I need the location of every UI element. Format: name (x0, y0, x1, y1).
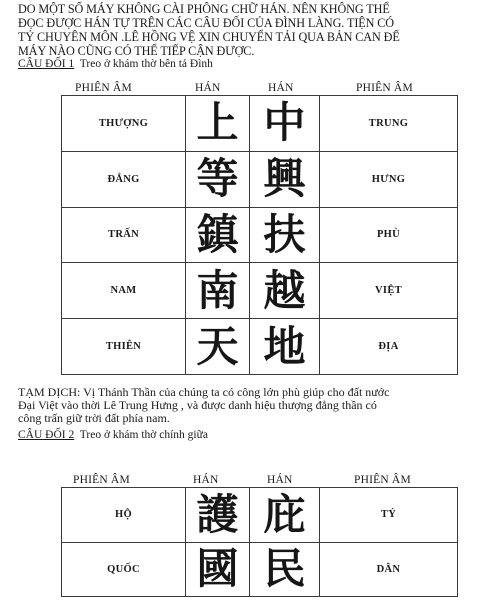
han-char-left: 上 (186, 96, 250, 152)
translation-line: công trấn giữ trời đất phía nam. (18, 411, 170, 425)
col-phien-am-left: PHIÊN ÂM (75, 82, 132, 94)
col-han-right: HÁN (267, 474, 293, 486)
left-reading: ĐẲNG (62, 151, 186, 207)
table-row (62, 151, 458, 207)
intro-line: DO MỘT SỐ MÁY KHÔNG CÀI PHÔNG CHỮ HÁN. NÊN KHÔNG THỂ (18, 2, 390, 16)
han-char-right: 地 (250, 319, 320, 375)
table-row (62, 207, 458, 263)
intro-line: ĐỌC ĐƯỢC HÁN TỰ TRÊN CÁC CÂU ĐỐI CỦA ĐÌNH LÀNG. TIỆN CÓ (18, 16, 394, 30)
right-reading: VIỆT (320, 263, 458, 319)
left-reading: HỘ (62, 488, 186, 543)
couplet1-location: Treo ở khám thờ bên tả Đình (79, 58, 213, 70)
table-row (62, 263, 458, 319)
han-char-right: 越 (250, 263, 320, 319)
table-row (62, 542, 458, 597)
han-char-right: 中 (250, 96, 320, 152)
left-reading: THIÊN (62, 319, 186, 375)
han-char-right: 扶 (250, 207, 320, 263)
couplet1-table (61, 95, 458, 375)
han-char-left: 護 (186, 488, 250, 543)
couplet2-table (61, 487, 458, 597)
translation-line: TẠM DỊCH: Vị Thánh Thần của chúng ta có công lớn phù giúp cho đất nước (18, 385, 390, 399)
right-reading: HƯNG (320, 151, 458, 207)
translation-line: Đại Việt vào thời Lê Trung Hưng , và được danh hiệu thượng đẳng thần có (18, 398, 377, 412)
intro-line: MÁY NÀO CŨNG CÓ THỂ TIẾP CẬN ĐƯỢC. (18, 44, 255, 58)
right-reading: ĐỊA (320, 319, 458, 375)
couplet2-heading: CÂU ĐỐI 2 (18, 429, 75, 441)
right-reading: TRUNG (320, 96, 458, 152)
han-char-left: 南 (186, 263, 250, 319)
couplet2-location: Treo ở khám thờ chính giữa (79, 429, 208, 441)
col-phien-am-right: PHIÊN ÂM (354, 474, 411, 486)
col-han-left: HÁN (195, 82, 221, 94)
right-reading: PHÙ (320, 207, 458, 263)
couplet1-heading-line (18, 57, 213, 71)
right-reading: TÝ (320, 488, 458, 543)
table-row (62, 319, 458, 375)
intro-line: TỶ CHUYÊN MÔN .LÊ HỒNG VỆ XIN CHUYỂN TẢI QUA BẢN CAN ĐỂ (18, 30, 400, 44)
col-han-left: HÁN (193, 474, 219, 486)
han-char-left: 國 (186, 542, 250, 597)
col-phien-am-right: PHIÊN ÂM (356, 82, 413, 94)
left-reading: QUỐC (62, 542, 186, 597)
translation-paragraph (18, 386, 488, 425)
han-char-right: 興 (250, 151, 320, 207)
han-char-left: 天 (186, 319, 250, 375)
han-char-right: 庇 (250, 488, 320, 543)
han-char-right: 民 (250, 542, 320, 597)
couplet2-heading-line (18, 428, 208, 442)
table-row (62, 488, 458, 543)
han-char-left: 鎮 (186, 207, 250, 263)
left-reading: NAM (62, 263, 186, 319)
right-reading: DÂN (320, 542, 458, 597)
couplet1-heading: CÂU ĐỐI 1 (18, 58, 75, 70)
intro-paragraph (18, 2, 490, 58)
han-char-left: 等 (186, 151, 250, 207)
left-reading: THƯỢNG (62, 96, 186, 152)
col-phien-am-left: PHIÊN ÂM (73, 474, 130, 486)
col-han-right: HÁN (268, 82, 294, 94)
left-reading: TRẤN (62, 207, 186, 263)
table-row (62, 96, 458, 152)
